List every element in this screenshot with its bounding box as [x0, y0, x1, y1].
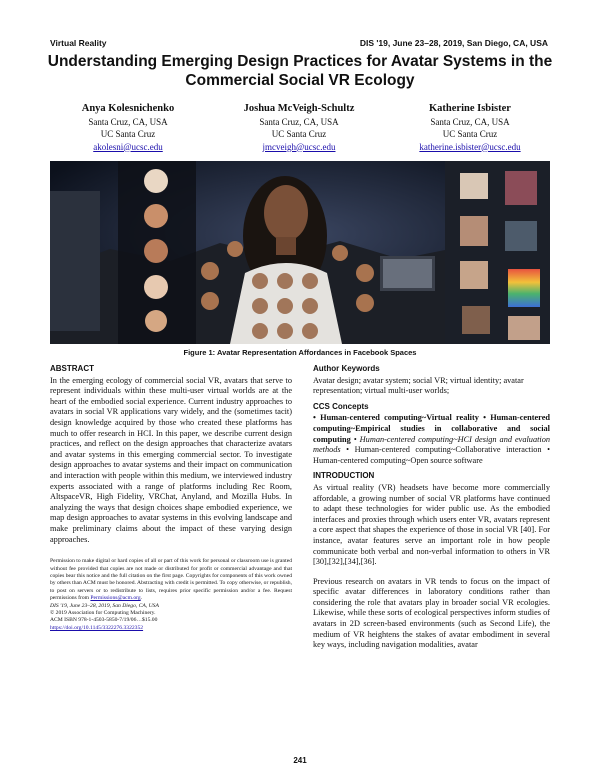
author-email-link[interactable]: jmcveigh@ucsc.edu: [262, 141, 336, 152]
running-head-right: DIS '19, June 23–28, 2019, San Diego, CA, USA: [359, 38, 548, 48]
author-block: [390, 103, 550, 153]
author-name: Katherine Isbister: [429, 103, 511, 114]
author-location: Santa Cruz, CA, USA: [88, 116, 168, 127]
permission-text: Permission to make digital or hard copies of all or part of this work for personal or classroom use is granted without fee provided that copies are not made or distributed for profit or commercial advantage and that copies bear this notice and the full citation on the first page. Copyrights for components of this work owned by others than ACM must be honored. Abstracting with credit is permitted. To copy otherwise, or republish, to post on servers or to redistribute to lists, requires prior specific permission and/or a fee. Request permissions from: [50, 558, 292, 602]
keywords-text: Avatar design; avatar system; social VR; virtual identity; avatar representation; virtual multi-user worlds;: [313, 375, 524, 396]
isbn-line: ACM ISBN 978-1-4503-5850-7/19/06…$15.00: [50, 617, 158, 624]
permissions-email-link[interactable]: Permissions@acm.org: [90, 595, 141, 602]
figure-image: [50, 161, 550, 344]
permission-notice: Permission to make digital or hard copies of all or part of this work for personal or classroom use is granted without fee provided that copies are not made or distributed for profit or commercial advantage and that copies bear this notice and the full citation on the first page. Copyrights for components of this work owned by others than ACM must be honored. Abstracting with credit is permitted. To copy otherwise, or republish, to post on servers or to redistribute to lists, requires prior specific permission and/or a fee. Request permissions from Permissions@acm.org.: [50, 558, 292, 602]
author-email-link[interactable]: akolesni@ucsc.edu: [93, 141, 163, 152]
copyright-line: © 2019 Association for Computing Machinery.: [50, 609, 156, 616]
abstract-text: In the emerging ecology of commercial social VR, avatars that serve to represent individuals within these multi-user virtual worlds are at the heart of the embodied social experience. Current industry approaches to avatars in social VR applications vary widely, and the (sometimes tacit) design knowledge acquired by those who created these platforms has much to offer research in HCI. In this paper, we describe current design practices, and reflect on the design approaches that characterize avatars and avatar systems in this emerging commercial sector. To investigate design approaches to avatar systems and their impact on communication and interaction with people within this medium, we interviewed industry experts associated with a range of platforms including Rec Room, AltspaceVR, High Fidelity, VRChat, Anyland, and Mozilla Hubs. In analyzing the ways that design choices shape embodied experience, we map design approaches to avatar systems in this evolving landscape and make preliminary claims about the impact of these varying design approaches.: [50, 375, 292, 544]
paper-title: Understanding Emerging Design Practices for Avatar Systems in the Commercial Social VR Ecology: [47, 53, 553, 89]
introduction-paragraph-2: Previous research on avatars in VR tends to focus on the impact of specific avatar differences in laboratory conditions rather than considering the role that avatars play in broader social VR ecologies. Likewise, while these sorts of ecological perspectives inform studies of avatars in 2D screen-based environments (such as Second Life), the medium of VR heightens the stakes of avatar embodiment in several key ways, including navigation modalities, avatar: [313, 576, 550, 650]
keywords-heading: Author Keywords: [313, 364, 380, 373]
author-name: Joshua McVeigh-Schultz: [243, 103, 355, 114]
figure-caption: Figure 1: Avatar Representation Affordances in Facebook Spaces: [183, 348, 417, 357]
ccs-bold-concepts: • Human-centered computing~Virtual reality • Human-centered computing~Empirical studies in collaborative and social computing: [313, 413, 550, 444]
ccs-text: [313, 413, 550, 466]
vr-scene-illustration: [50, 161, 550, 344]
author-affiliation: UC Santa Cruz: [442, 129, 498, 139]
author-affiliation: UC Santa Cruz: [271, 129, 327, 139]
right-column: [313, 364, 550, 651]
introduction-heading: INTRODUCTION: [313, 471, 375, 481]
author-location: Santa Cruz, CA, USA: [430, 116, 510, 127]
ccs-heading: CCS Concepts: [313, 401, 369, 411]
abstract-heading: ABSTRACT: [50, 364, 94, 373]
author-block: [48, 103, 208, 153]
author-location: Santa Cruz, CA, USA: [259, 116, 339, 127]
author-name: Anya Kolesnichenko: [81, 103, 175, 114]
author-affiliation: UC Santa Cruz: [100, 129, 156, 139]
author-block: [219, 103, 379, 153]
introduction-paragraph-1: As virtual reality (VR) headsets have become more commercially affordable, a growing number of social VR platforms have continued to adapt these technologies for wider public use. As the embodied interfaces and proxies through which users enter VR, avatars represent a core aspect that shapes the experience of those in social VR [40]. For instance, avatar features serve an important role in how people communicate both verbal and non-verbal information to others in VR [30],[32],[34],[36].: [313, 482, 550, 567]
ccs-italic-concepts: • Human-centered computing~HCI design and evaluation methods: [313, 434, 550, 455]
ccs-plain-concepts: • Human-centered computing~Collaborative interaction • Human-centered computing~Open source software: [313, 445, 550, 465]
author-email-link[interactable]: katherine.isbister@ucsc.edu: [419, 141, 521, 152]
left-column: [50, 364, 292, 632]
doi-link[interactable]: https://doi.org/10.1145/3322276.3322352: [50, 624, 144, 631]
running-head-left: Virtual Reality: [50, 38, 107, 48]
conference-venue: DIS '19, June 23–28, 2019, San Diego, CA, USA: [50, 602, 159, 609]
page-number: 241: [293, 756, 307, 765]
